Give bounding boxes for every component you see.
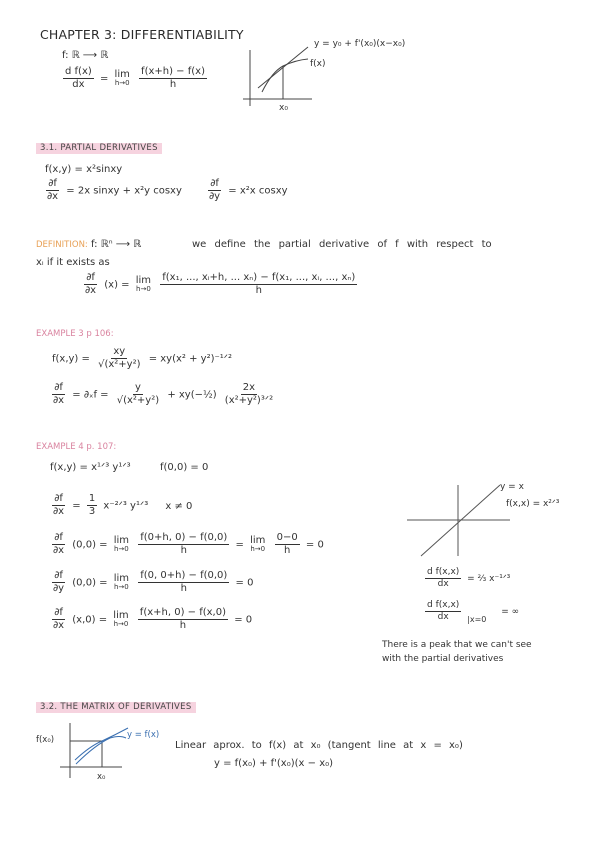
rhs: = ∞ <box>501 606 520 617</box>
fraction-den: ∂x <box>53 395 65 406</box>
example-function: f(x,y) = x²sinxy <box>45 164 123 175</box>
lim-sub: h→0 <box>114 583 129 592</box>
graph-y-equals-x <box>407 485 510 556</box>
example-4-label: EXAMPLE 4 p. 107: <box>36 442 117 452</box>
equals: = <box>72 500 81 512</box>
example-4-line-1 <box>48 493 192 518</box>
condition: x ≠ 0 <box>165 500 193 512</box>
example-3-label: EXAMPLE 3 p 106: <box>36 329 114 339</box>
x0-label: x₀ <box>279 103 288 113</box>
note-line-2: with the partial derivatives <box>382 654 504 664</box>
fraction-num: f(0, 0+h) − f(0,0) <box>140 570 228 581</box>
section-heading-3-1: 3.1. PARTIAL DERIVATIVES <box>36 143 162 154</box>
fraction-den: h <box>180 583 187 594</box>
arg: (x) = <box>104 279 130 291</box>
partial-definition-formula <box>80 272 360 297</box>
fraction-num: ∂f <box>54 570 63 581</box>
definition-map: f: ℝⁿ ⟶ ℝ <box>90 239 142 250</box>
definition-text: we define the partial derivative of f with respect to <box>192 239 492 250</box>
example-4-line-3 <box>48 570 253 595</box>
fraction-num: f(x+h) − f(x) <box>141 66 205 77</box>
arg: (0,0) = <box>72 577 108 589</box>
curve-label: y = f(x) <box>127 730 160 740</box>
example-4-line-4 <box>48 607 252 632</box>
evaluation: |x=0 <box>467 614 487 624</box>
fraction-den: ∂x <box>53 620 65 631</box>
lim-sub: h→0 <box>136 285 151 294</box>
example-4-function: f(x,y) = x¹ᐟ³ y¹ᐟ³ <box>50 462 131 473</box>
rhs: = x²x cosxy <box>228 185 288 197</box>
side-derivative-1 <box>422 567 510 590</box>
fraction-num: ∂f <box>54 382 63 393</box>
derivative-definition <box>60 66 210 91</box>
fraction-num: d f(x,x) <box>427 567 460 577</box>
function-label: f(x,x) = x²ᐟ³ <box>506 499 560 509</box>
fraction-den: 3 <box>88 506 96 517</box>
result: = 0 <box>305 539 324 551</box>
fraction-den: ∂x <box>85 285 97 296</box>
chapter-title: CHAPTER 3: DIFFERENTIABILITY <box>40 27 244 42</box>
mid: = ∂ₓf = <box>72 389 109 401</box>
fraction-num: d f(x) <box>65 66 92 77</box>
example-3-function <box>52 346 232 371</box>
rhs: x⁻²ᐟ³ y¹ᐟ³ <box>103 500 149 512</box>
fraction-den: h <box>169 79 177 90</box>
lim: lim <box>113 610 129 622</box>
fraction-num: ∂f <box>54 607 63 618</box>
fraction-den: ∂y <box>209 191 221 202</box>
fraction-num: xy <box>113 346 126 357</box>
definition-text-2: xᵢ if it exists as <box>36 257 110 268</box>
fraction-num: f(x₁, ..., xᵢ+h, ... xₙ) − f(x₁, ..., xᵢ, ..., xₙ) <box>162 272 356 283</box>
fraction-num: 0−0 <box>276 532 298 543</box>
example-4-f00: f(0,0) = 0 <box>160 462 209 473</box>
result: = 0 <box>234 614 253 626</box>
rhs: = 2x sinxy + x²y cosxy <box>66 185 182 197</box>
fraction-den: dx <box>437 578 449 589</box>
fraction-den: ∂x <box>53 506 65 517</box>
partial-y <box>204 178 288 203</box>
rhs: = ⅔ x⁻¹ᐟ³ <box>467 573 511 584</box>
lim: lim <box>114 69 130 81</box>
fraction-den: h <box>283 545 291 556</box>
linear-approx-text: Linear aprox. to f(x) at x₀ (tangent line at x = x₀) <box>175 740 463 751</box>
fraction-den: dx <box>437 611 449 622</box>
fraction-den: dx <box>72 79 85 90</box>
fraction-num: ∂f <box>86 272 95 283</box>
fraction-den: (x²+y²)³ᐟ² <box>224 395 274 406</box>
fraction-num: 1 <box>88 493 96 504</box>
fraction-den: h <box>180 545 187 556</box>
fraction-num: f(x+h, 0) − f(x,0) <box>139 607 226 618</box>
lim-sub: h→0 <box>113 620 129 629</box>
fx0-label: f(x₀) <box>36 735 55 745</box>
arg: (0,0) = <box>72 539 108 551</box>
section-heading-3-2: 3.2. THE MATRIX OF DERIVATIVES <box>36 702 196 713</box>
lhs: f(x,y) = <box>52 353 90 365</box>
lim: lim <box>135 275 152 287</box>
line-label: y = x <box>500 482 524 492</box>
fraction-num: f(0+h, 0) − f(0,0) <box>140 532 228 543</box>
lim-sub: h→0 <box>114 79 130 88</box>
arg: (x,0) = <box>72 614 108 626</box>
equals: = <box>235 539 244 551</box>
lim: lim <box>113 535 130 547</box>
term: + xy(−½) <box>167 389 217 401</box>
fraction-den: h <box>255 285 262 296</box>
fraction-den: ∂x <box>47 191 59 202</box>
fraction-den: √(x²+y²) <box>98 359 141 370</box>
x0-label: x₀ <box>97 772 106 782</box>
definition-line <box>36 239 141 250</box>
partial-x <box>42 178 182 203</box>
example-4-line-2 <box>48 532 324 557</box>
curve-label: f(x) <box>310 59 326 69</box>
equals: = <box>99 73 109 85</box>
rhs: = xy(x² + y²)⁻¹ᐟ² <box>148 353 233 365</box>
note-line-1: There is a peak that we can't see <box>382 640 532 650</box>
fraction-num: y <box>134 382 141 393</box>
fraction-den: h <box>179 620 187 631</box>
graph-linear-approx <box>60 723 128 778</box>
fraction-num: ∂f <box>54 532 63 543</box>
fraction-num: d f(x,x) <box>427 600 460 610</box>
fraction-num: 2x <box>242 382 256 393</box>
side-derivative-2 <box>422 600 519 625</box>
tangent-label: y = y₀ + f'(x₀)(x−x₀) <box>314 39 406 49</box>
fraction-num: ∂f <box>48 178 57 189</box>
fraction-den: ∂y <box>53 583 65 594</box>
definition-label: DEFINITION: <box>36 240 88 250</box>
linear-approx-formula: y = f(x₀) + f'(x₀)(x − x₀) <box>214 758 334 769</box>
lim-sub: h→0 <box>114 545 129 554</box>
example-3-derivative <box>48 382 278 407</box>
lim: lim <box>113 573 130 585</box>
fraction-num: ∂f <box>210 178 219 189</box>
fraction-den: ∂x <box>53 545 65 556</box>
lim: lim <box>250 535 266 547</box>
graph-tangent <box>243 47 312 106</box>
fraction-num: ∂f <box>54 493 63 504</box>
fraction-den: √(x²+y²) <box>116 395 160 406</box>
lim-sub: h→0 <box>250 545 266 554</box>
function-map: f: ℝ ⟶ ℝ <box>62 50 109 61</box>
result: = 0 <box>235 577 254 589</box>
